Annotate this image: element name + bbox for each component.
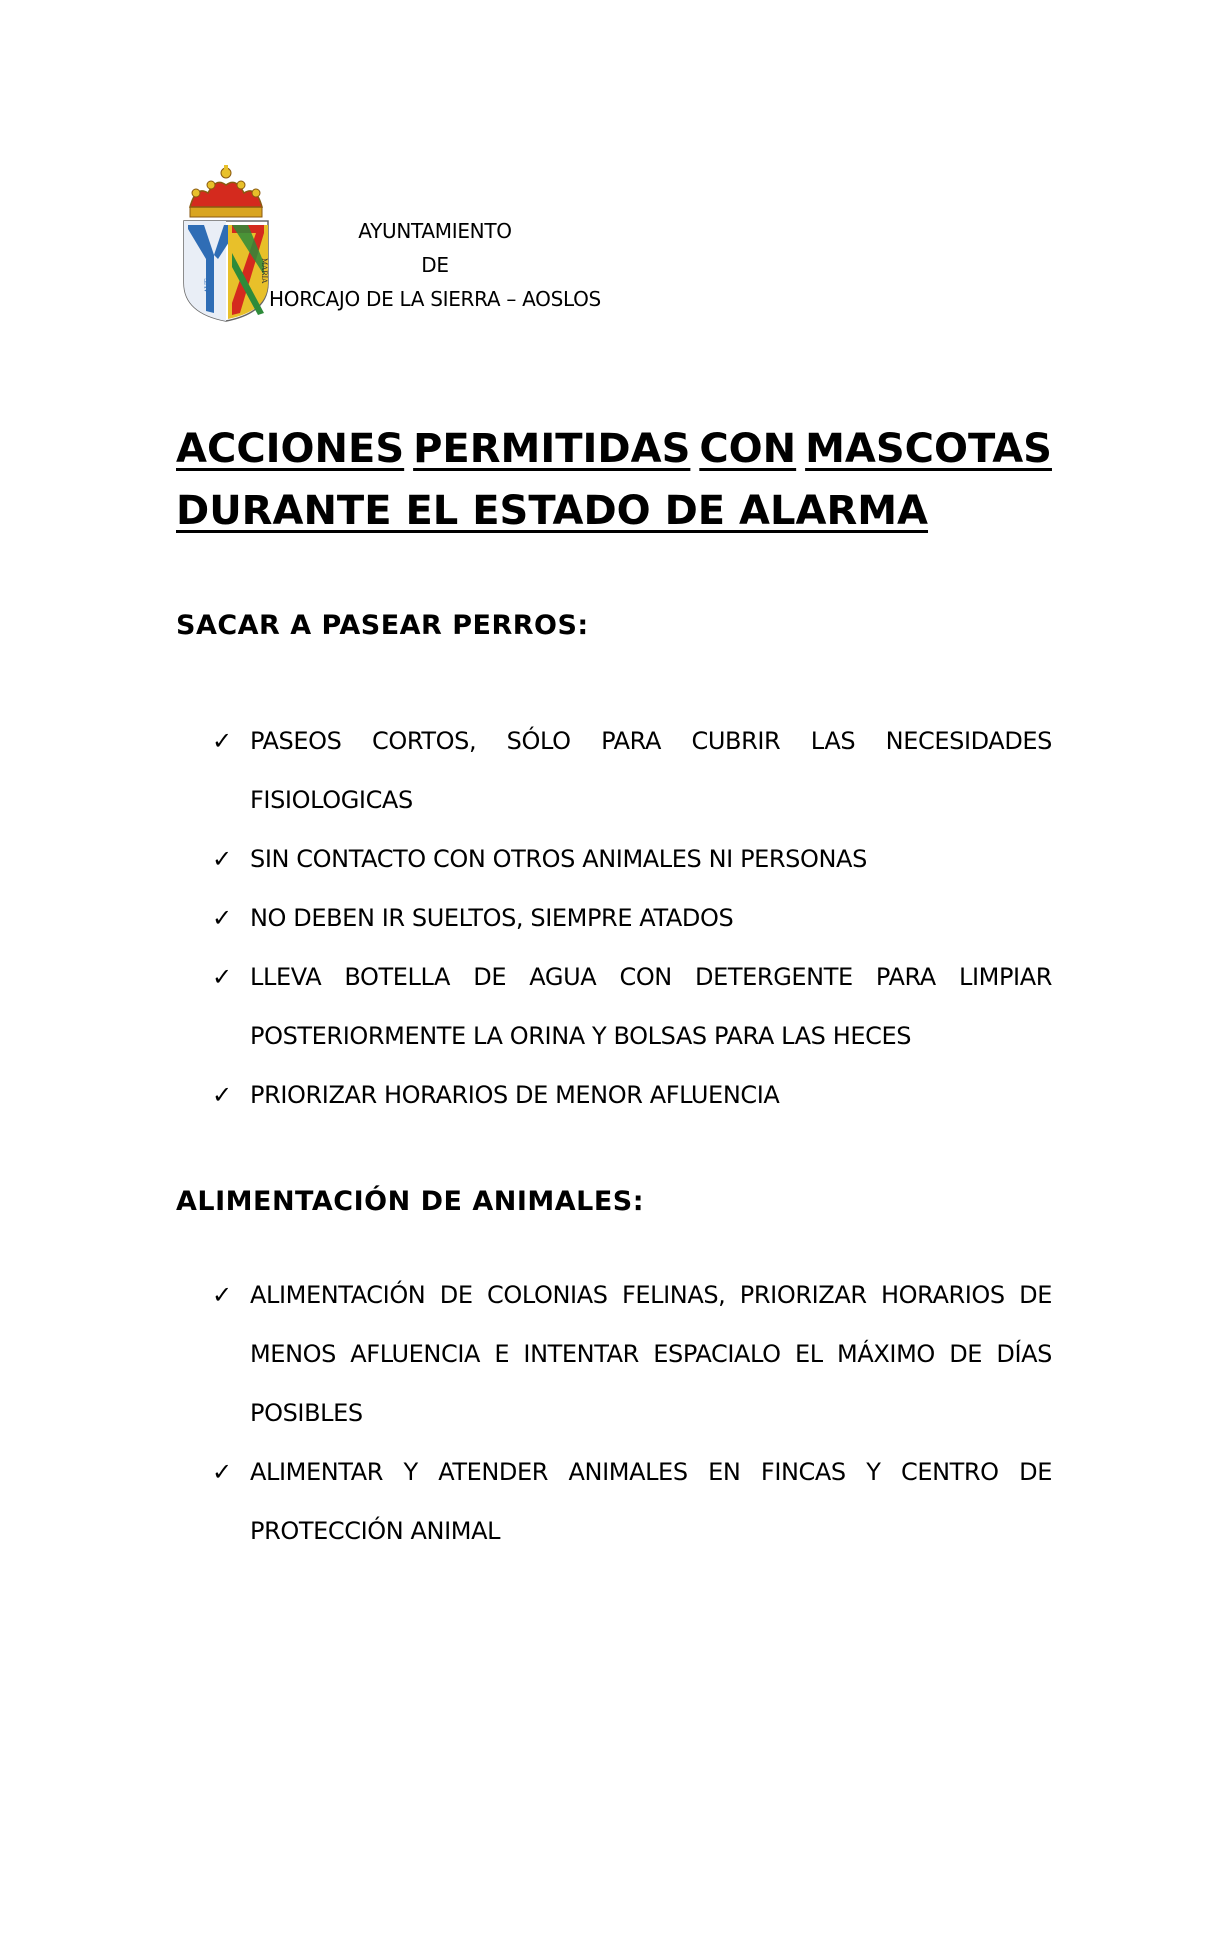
section-heading-walk-dogs: SACAR A PASEAR PERROS:: [176, 610, 589, 641]
check-icon: ✓: [212, 904, 232, 932]
list-item: ✓ LLEVA BOTELLA DE AGUA CON DETERGENTE PARA LIMPIAR POSTERIORMENTE LA ORINA Y BOLSAS PARA LAS HECES: [212, 948, 1052, 1066]
municipality-header: [260, 214, 610, 316]
list-item: ✓ ALIMENTACIÓN DE COLONIAS FELINAS, PRIORIZAR HORARIOS DE MENOS AFLUENCIA E INTENTAR ESPACIALO EL MÁXIMO DE DÍAS POSIBLES: [212, 1266, 1052, 1443]
list-item: ✓ ALIMENTAR Y ATENDER ANIMALES EN FINCAS Y CENTRO DE PROTECCIÓN ANIMAL: [212, 1443, 1052, 1561]
title-word: ACCIONES: [176, 426, 405, 472]
list-item: ✓ PRIORIZAR HORARIOS DE MENOR AFLUENCIA: [212, 1066, 1052, 1125]
header-line-1: AYUNTAMIENTO: [358, 219, 512, 243]
title-line-1: [176, 418, 1052, 480]
page-title: [176, 418, 1052, 542]
list-item: ✓ PASEOS CORTOS, SÓLO PARA CUBRIR LAS NECESIDADES FISIOLOGICAS: [212, 712, 1052, 830]
title-word: MASCOTAS: [805, 426, 1052, 472]
header-line-2: DE: [421, 253, 449, 277]
section-heading-feeding: ALIMENTACIÓN DE ANIMALES:: [176, 1186, 645, 1217]
walk-dogs-list: [212, 712, 1052, 1125]
check-icon: ✓: [212, 1081, 232, 1109]
title-word: PERMITIDAS: [413, 426, 691, 472]
crest-text-left: AVE: [204, 278, 212, 293]
list-item: ✓ SIN CONTACTO CON OTROS ANIMALES NI PERSONAS: [212, 830, 1052, 889]
header-line-3: HORCAJO DE LA SIERRA – AOSLOS: [269, 287, 601, 311]
crest-text-right: MARIA: [260, 258, 268, 284]
title-line-2: DURANTE EL ESTADO DE ALARMA: [176, 488, 929, 534]
check-icon: ✓: [212, 1458, 232, 1486]
title-word: CON: [699, 426, 797, 472]
check-icon: ✓: [212, 845, 232, 873]
crown-icon: [190, 165, 262, 217]
check-icon: ✓: [212, 1281, 232, 1309]
shield-icon: [184, 221, 268, 321]
list-item: ✓ NO DEBEN IR SUELTOS, SIEMPRE ATADOS: [212, 889, 1052, 948]
feeding-list: [212, 1266, 1052, 1561]
check-icon: ✓: [212, 727, 232, 755]
check-icon: ✓: [212, 963, 232, 991]
